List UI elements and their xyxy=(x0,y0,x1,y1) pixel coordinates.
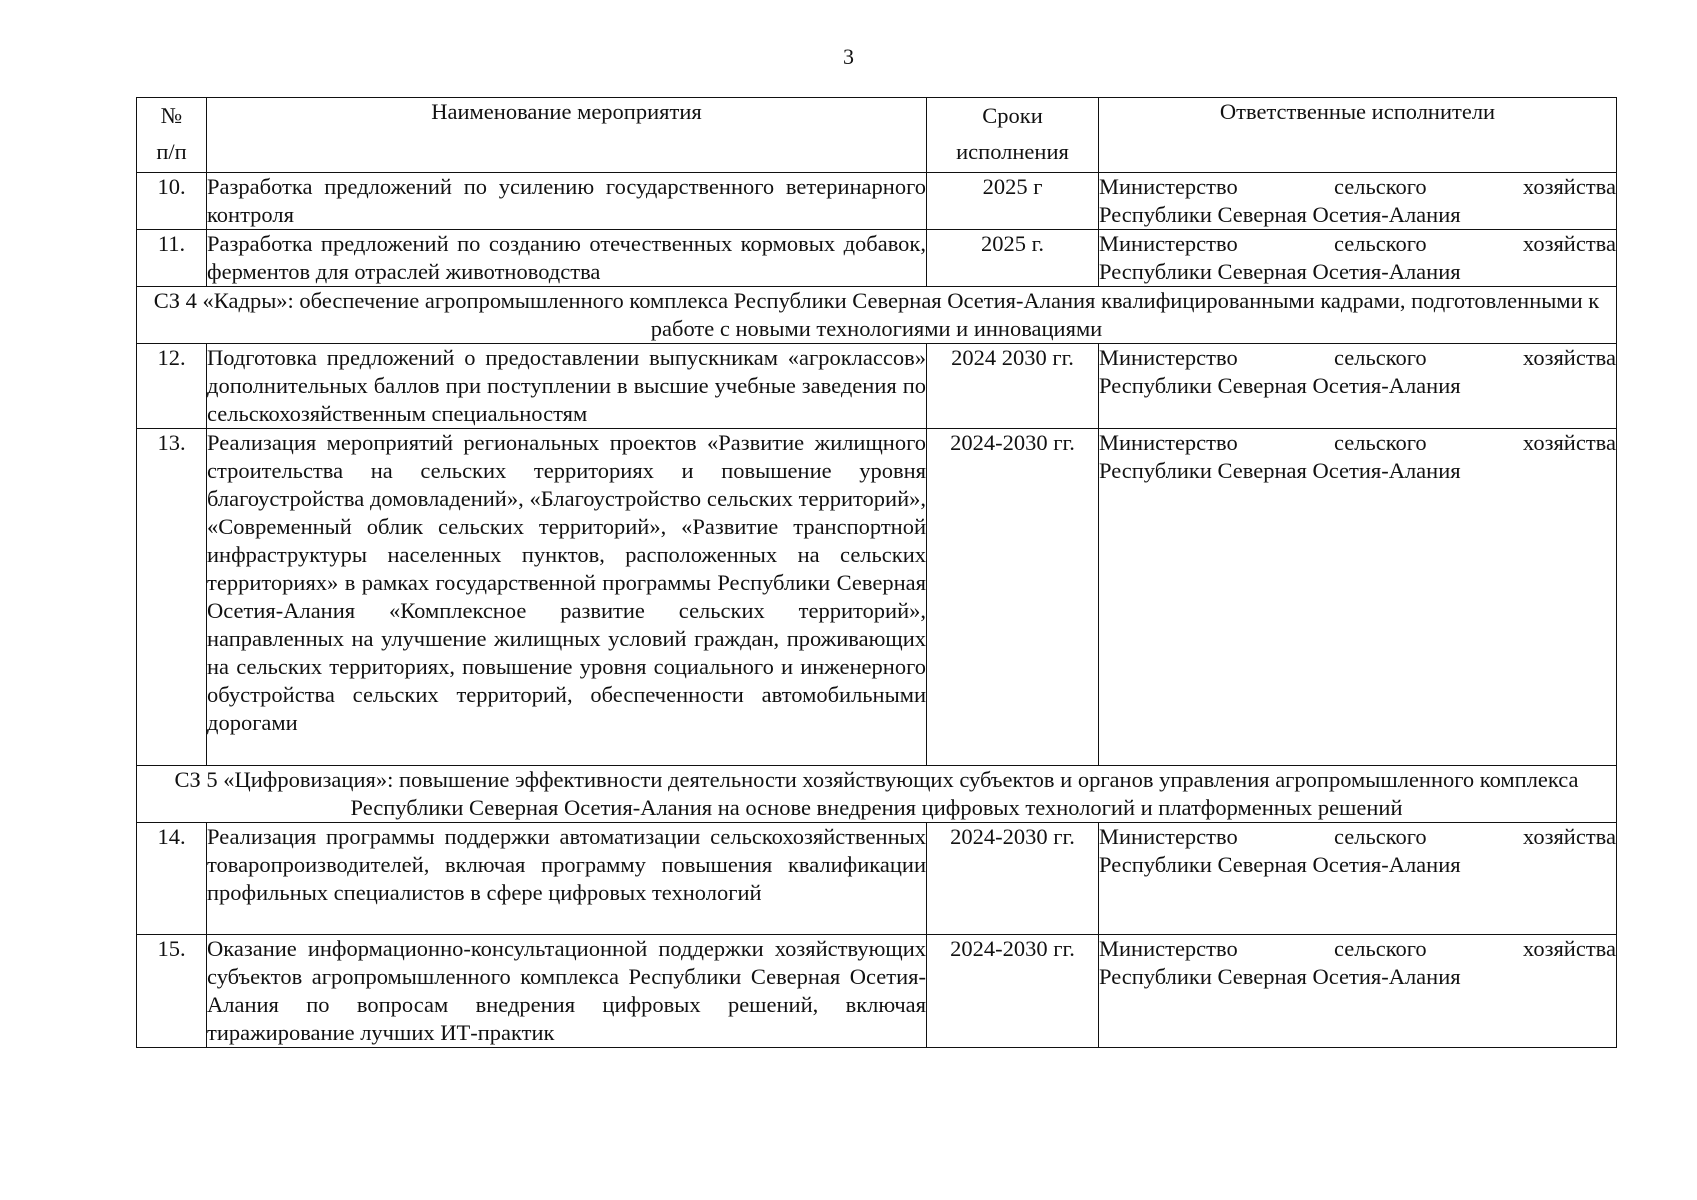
row-name: Оказание информационно-консультационной поддержки хозяйствующих субъектов агропромышленного комплекса Республики Северная Осетия-Алания по вопросам внедрения цифровых решений, включая тиражирование лучших ИТ-практик xyxy=(207,935,927,1048)
table-header-row xyxy=(137,98,1617,173)
responsible-line2: Республики Северная Осетия-Алания xyxy=(1099,202,1461,227)
responsible-word: хозяйства xyxy=(1522,231,1616,256)
responsible-word: сельского xyxy=(1333,936,1427,961)
responsible-line2: Республики Северная Осетия-Алания xyxy=(1099,373,1461,398)
responsible-word: Министерство xyxy=(1099,231,1238,256)
section-row xyxy=(137,287,1617,344)
section-row xyxy=(137,766,1617,823)
row-number: 10. xyxy=(137,173,207,230)
responsible-word: сельского xyxy=(1333,824,1427,849)
row-responsible xyxy=(1099,823,1617,935)
table-row xyxy=(137,230,1617,287)
responsible-word: Министерство xyxy=(1099,824,1238,849)
row-responsible xyxy=(1099,344,1617,429)
row-number: 12. xyxy=(137,344,207,429)
responsible-word: хозяйства xyxy=(1522,174,1616,199)
row-name: Разработка предложений по усилению государственного ветеринарного контроля xyxy=(207,173,927,230)
row-name: Подготовка предложений о предоставлении выпускникам «агроклассов» дополнительных баллов при поступлении в высшие учебные заведения по сельскохозяйственным специальностям xyxy=(207,344,927,429)
responsible-word: Министерство xyxy=(1099,174,1238,199)
responsible-word: Министерство xyxy=(1099,345,1238,370)
row-term: 2025 г. xyxy=(927,230,1099,287)
row-term: 2024-2030 гг. xyxy=(927,823,1099,935)
responsible-word: сельского xyxy=(1333,174,1427,199)
row-term: 2024-2030 гг. xyxy=(927,935,1099,1048)
table-row xyxy=(137,429,1617,766)
header-name: Наименование мероприятия xyxy=(207,98,927,173)
row-term: 2025 г xyxy=(927,173,1099,230)
responsible-word: хозяйства xyxy=(1522,345,1616,370)
responsible-line2: Республики Северная Осетия-Алания xyxy=(1099,852,1461,877)
responsible-word: сельского xyxy=(1333,430,1427,455)
responsible-word: хозяйства xyxy=(1522,824,1616,849)
table-row xyxy=(137,173,1617,230)
row-term: 2024-2030 гг. xyxy=(927,429,1099,766)
table-row xyxy=(137,344,1617,429)
row-number: 14. xyxy=(137,823,207,935)
responsible-line2: Республики Северная Осетия-Алания xyxy=(1099,458,1461,483)
row-responsible xyxy=(1099,173,1617,230)
row-number: 13. xyxy=(137,429,207,766)
action-plan-table xyxy=(136,97,1617,1048)
row-term: 2024 2030 гг. xyxy=(927,344,1099,429)
responsible-word: хозяйства xyxy=(1522,936,1616,961)
header-number xyxy=(137,98,207,173)
responsible-line2: Республики Северная Осетия-Алания xyxy=(1099,964,1461,989)
row-name: Разработка предложений по созданию отечественных кормовых добавок, ферментов для отраслей животноводства xyxy=(207,230,927,287)
row-name: Реализация программы поддержки автоматизации сельскохозяйственных товаропроизводителей, включая программу повышения квалификации профильных специалистов в сфере цифровых технологий xyxy=(207,823,927,935)
header-term-line1: Сроки xyxy=(982,103,1043,128)
header-term xyxy=(927,98,1099,173)
page-number: 3 xyxy=(843,44,854,69)
responsible-word: сельского xyxy=(1333,231,1427,256)
row-number: 15. xyxy=(137,935,207,1048)
header-term-line2: исполнения xyxy=(956,139,1069,164)
responsible-line2: Республики Северная Осетия-Алания xyxy=(1099,259,1461,284)
row-responsible xyxy=(1099,935,1617,1048)
header-responsible: Ответственные исполнители xyxy=(1099,98,1617,173)
header-number-line1: № xyxy=(160,103,183,128)
row-responsible xyxy=(1099,230,1617,287)
responsible-word: Министерство xyxy=(1099,936,1238,961)
section-heading: СЗ 4 «Кадры»: обеспечение агропромышленного комплекса Республики Северная Осетия-Алания квалифицированными кадрами, подготовленными к работе с новыми технологиями и инновациями xyxy=(137,287,1617,344)
row-responsible xyxy=(1099,429,1617,766)
responsible-word: сельского xyxy=(1333,345,1427,370)
table-row xyxy=(137,823,1617,935)
row-name: Реализация мероприятий региональных проектов «Развитие жилищного строительства на сельских территориях и повышение уровня благоустройства домовладений», «Благоустройство сельских территорий», «Современный облик сельских территорий», «Развитие транспортной инфраструктуры населенных пунктов, расположенных на сельских территориях» в рамках государственной программы Республики Северная Осетия-Алания «Комплексное развитие сельских территорий», направленных на улучшение жилищных условий граждан, проживающих на сельских территориях, повышение уровня социального и инженерного обустройства сельских территорий, обеспеченности автомобильными дорогами xyxy=(207,429,927,766)
responsible-word: Министерство xyxy=(1099,430,1238,455)
row-number: 11. xyxy=(137,230,207,287)
header-number-line2: п/п xyxy=(156,139,187,164)
section-heading: СЗ 5 «Цифровизация»: повышение эффективности деятельности хозяйствующих субъектов и органов управления агропромышленного комплекса Республики Северная Осетия-Алания на основе внедрения цифровых технологий и платформенных решений xyxy=(137,766,1617,823)
table-row xyxy=(137,935,1617,1048)
responsible-word: хозяйства xyxy=(1522,430,1616,455)
